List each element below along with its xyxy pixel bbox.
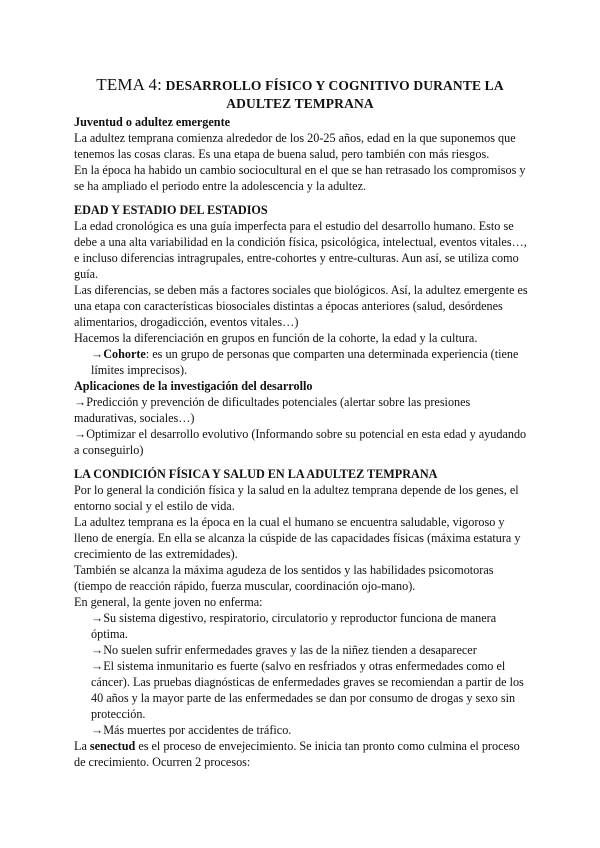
term-senectud: senectud (89, 739, 136, 753)
title-line-2: ADULTEZ TEMPRANA (226, 96, 374, 111)
paragraph: En general, la gente joven no enferma: (74, 595, 263, 609)
arrow-icon: → (91, 347, 104, 361)
list-item: →Predicción y prevención de dificultades potenciales (alertar sobre las presiones madurativas, sociales…) (74, 395, 471, 425)
definition-cohorte: →Cohorte: es un grupo de personas que comparten una determinada experiencia (tiene límites imprecisos). (91, 347, 519, 377)
title-line-1: TEMA 4: DESARROLLO FÍSICO Y COGNITIVO DURANTE LA (96, 75, 504, 94)
paragraph: Hacemos la diferenciación en grupos en función de la cohorte, la edad y la cultura. (74, 331, 478, 345)
paragraph: Por lo general la condición física y la salud en la adultez temprana depende de los genes, el entorno social y el estilo de vida. (74, 483, 519, 513)
arrow-icon: → (91, 659, 104, 673)
document-body (74, 114, 529, 770)
arrow-icon: → (91, 643, 104, 657)
arrow-icon: → (91, 611, 104, 625)
term-cohorte: Cohorte (103, 347, 146, 361)
section-heading-edad: EDAD Y ESTADIO DEL ESTADIOS (74, 203, 268, 217)
paragraph: La senectud es el proceso de envejecimiento. Se inicia tan pronto como culmina el proceso de crecimiento. Ocurren 2 procesos: (74, 739, 520, 769)
arrow-icon: → (74, 395, 87, 409)
page-title (0, 76, 600, 113)
section-heading-condicion: LA CONDICIÓN FÍSICA Y SALUD EN LA ADULTEZ TEMPRANA (74, 467, 438, 481)
list-item: →No suelen sufrir enfermedades graves y las de la niñez tienden a desaparecer (91, 643, 477, 657)
paragraph: También se alcanza la máxima agudeza de los sentidos y las habilidades psicomotoras (tiempo de reacción rápido, fuerza muscular, coordinación ojo-mano). (74, 563, 494, 593)
list-item: →Su sistema digestivo, respiratorio, circulatorio y reproductor funciona de manera óptima. (91, 611, 497, 641)
arrow-icon: → (91, 723, 104, 737)
arrow-icon: → (74, 427, 87, 441)
section-heading-juventud: Juventud o adultez emergente (74, 115, 231, 129)
paragraph: Las diferencias, se deben más a factores sociales que biológicos. Así, la adultez emergente es una etapa con características biosociales distintas a épocas anteriores (salud, desórdenes alimentarios, drogadicción, eventos vitales…) (74, 283, 528, 329)
paragraph: La adultez temprana comienza alrededor de los 20-25 años, edad en la que suponemos que tenemos las cosas claras. Es una etapa de buena salud, pero también con más riesgos. (74, 131, 516, 161)
paragraph: La adultez temprana es la época en la cual el humano se encuentra saludable, vigoroso y lleno de energía. En ella se alcanza la cúspide de las capacidades físicas (máxima estatura y crecimiento de las extremidades). (74, 515, 521, 561)
title-prefix: TEMA 4: (96, 75, 163, 94)
list-item: →El sistema inmunitario es fuerte (salvo en resfriados y otras enfermedades como el cáncer). Las pruebas diagnósticas de enfermedades graves se recomiendan a partir de los 40 años y la mayor parte de las enfermedades se dan por consumo de drogas y sexo sin protección. (91, 659, 524, 721)
list-item: →Más muertes por accidentes de tráfico. (91, 723, 292, 737)
section-heading-aplicaciones: Aplicaciones de la investigación del desarrollo (74, 379, 313, 393)
list-item: →Optimizar el desarrollo evolutivo (Informando sobre su potencial en esta edad y ayudando a conseguirlo) (74, 427, 527, 457)
paragraph: En la época ha habido un cambio sociocultural en el que se han retrasado los compromisos y se ha ampliado el periodo entre la adolescencia y la adultez. (74, 163, 526, 193)
paragraph: La edad cronológica es una guía imperfecta para el estudio del desarrollo humano. Esto se debe a una alta variabilidad en la condición física, psicológica, intelectual, eventos vitales…, e incluso diferencias intragrupales, entre-cohortes y entre-culturas. Aun así, se utiliza como guía. (74, 219, 527, 281)
